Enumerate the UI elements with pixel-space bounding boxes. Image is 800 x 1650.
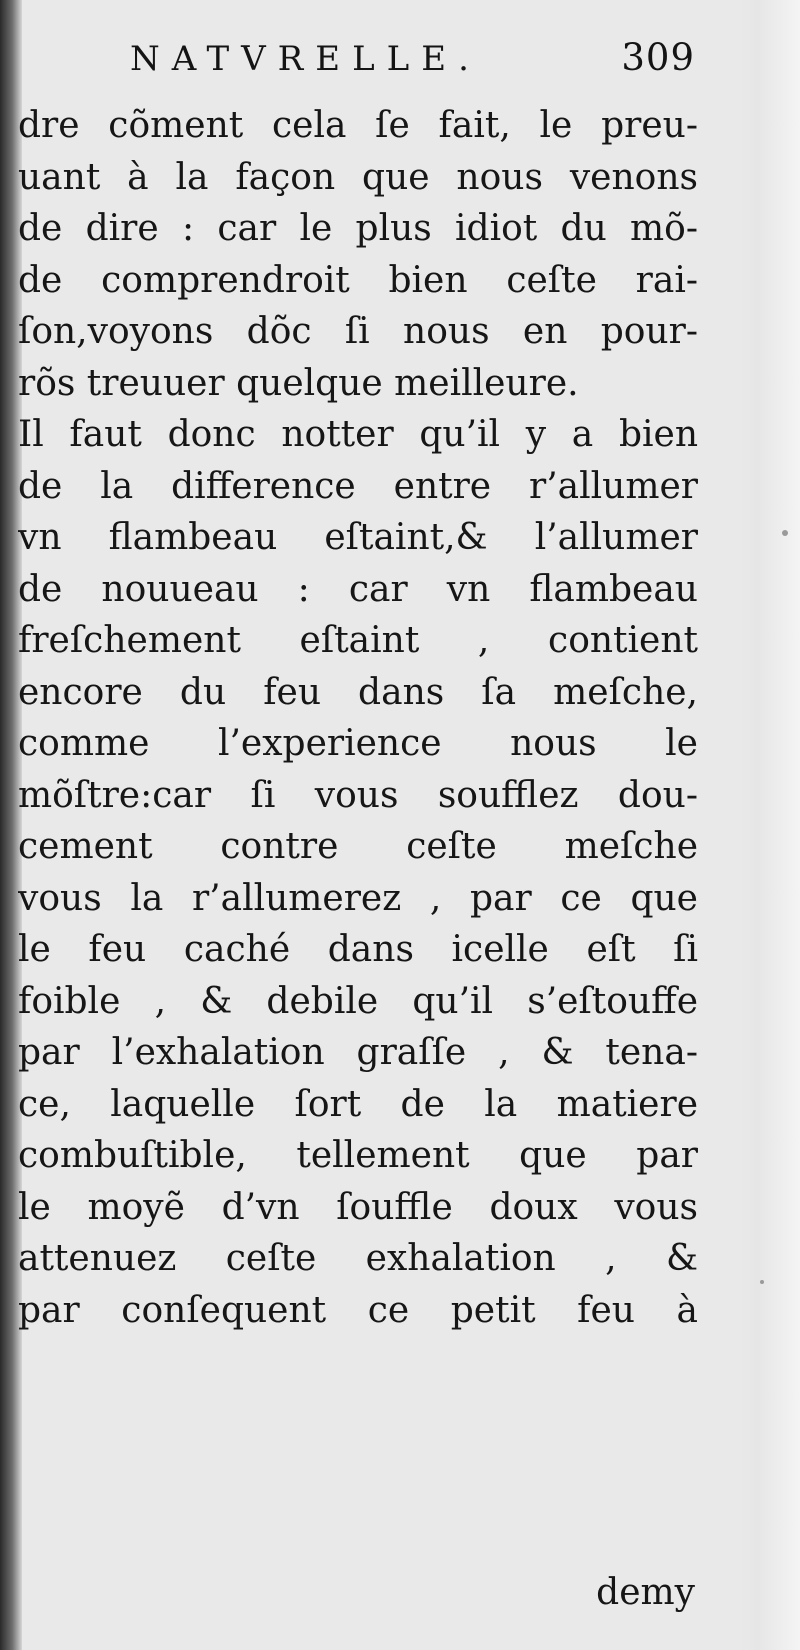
text-line: de la difference entre r’allumer [18,465,698,507]
paper-speck [760,1280,764,1284]
text-line: foible , & debile qu’il s’eſtouffe [18,980,698,1022]
text-line: rõs treuuer quelque meilleure. [18,362,579,404]
text-line: ce, laquelle ſort de la matiere [18,1083,698,1125]
text-line: encore du feu dans ſa meſche, [18,671,698,713]
text-line: vous la r’allumerez , par ce que [18,877,698,919]
text-line: Il faut donc notter qu’il y a bien [18,414,698,455]
page-edge [740,0,800,1650]
text-line: comme l’experience nous le [18,723,698,764]
text-line: par l’exhalation graſſe , & tena- [18,1032,698,1073]
text-line: de nouueau : car vn flambeau [18,568,698,610]
text-line: attenuez ceſte exhalation , & [18,1238,698,1279]
text-line: le moyẽ d’vn ſouffle doux vous [18,1186,698,1228]
page-number: 309 [621,36,695,79]
text-line: cement contre ceſte meſche [18,826,698,867]
text-line: dre cõment cela ſe fait, le preu- [18,105,698,146]
page-header [30,36,695,96]
text-line: par conſequent ce petit feu à [18,1289,698,1331]
catchword: demy [596,1572,695,1613]
text-line: de comprendroit bien ceſte rai- [18,259,698,301]
text-line: de dire : car le plus idiot du mõ- [18,208,698,249]
text-line: freſchement eſtaint , contient [18,620,698,661]
body-text [18,100,698,1336]
text-line: combuſtible, tellement que par [18,1135,698,1176]
text-line: vn flambeau eſtaint,& l’allumer [18,517,698,558]
running-head: NATVRELLE. [130,39,481,79]
text-line: uant à la façon que nous venons [18,156,698,198]
text-line: le feu caché dans icelle eſt ſi [18,929,698,970]
paper-speck [782,530,788,536]
text-line: ſon,voyons dõc ſi nous en pour- [18,311,698,352]
text-line: mõſtre:car ſi vous soufflez dou- [18,774,698,816]
